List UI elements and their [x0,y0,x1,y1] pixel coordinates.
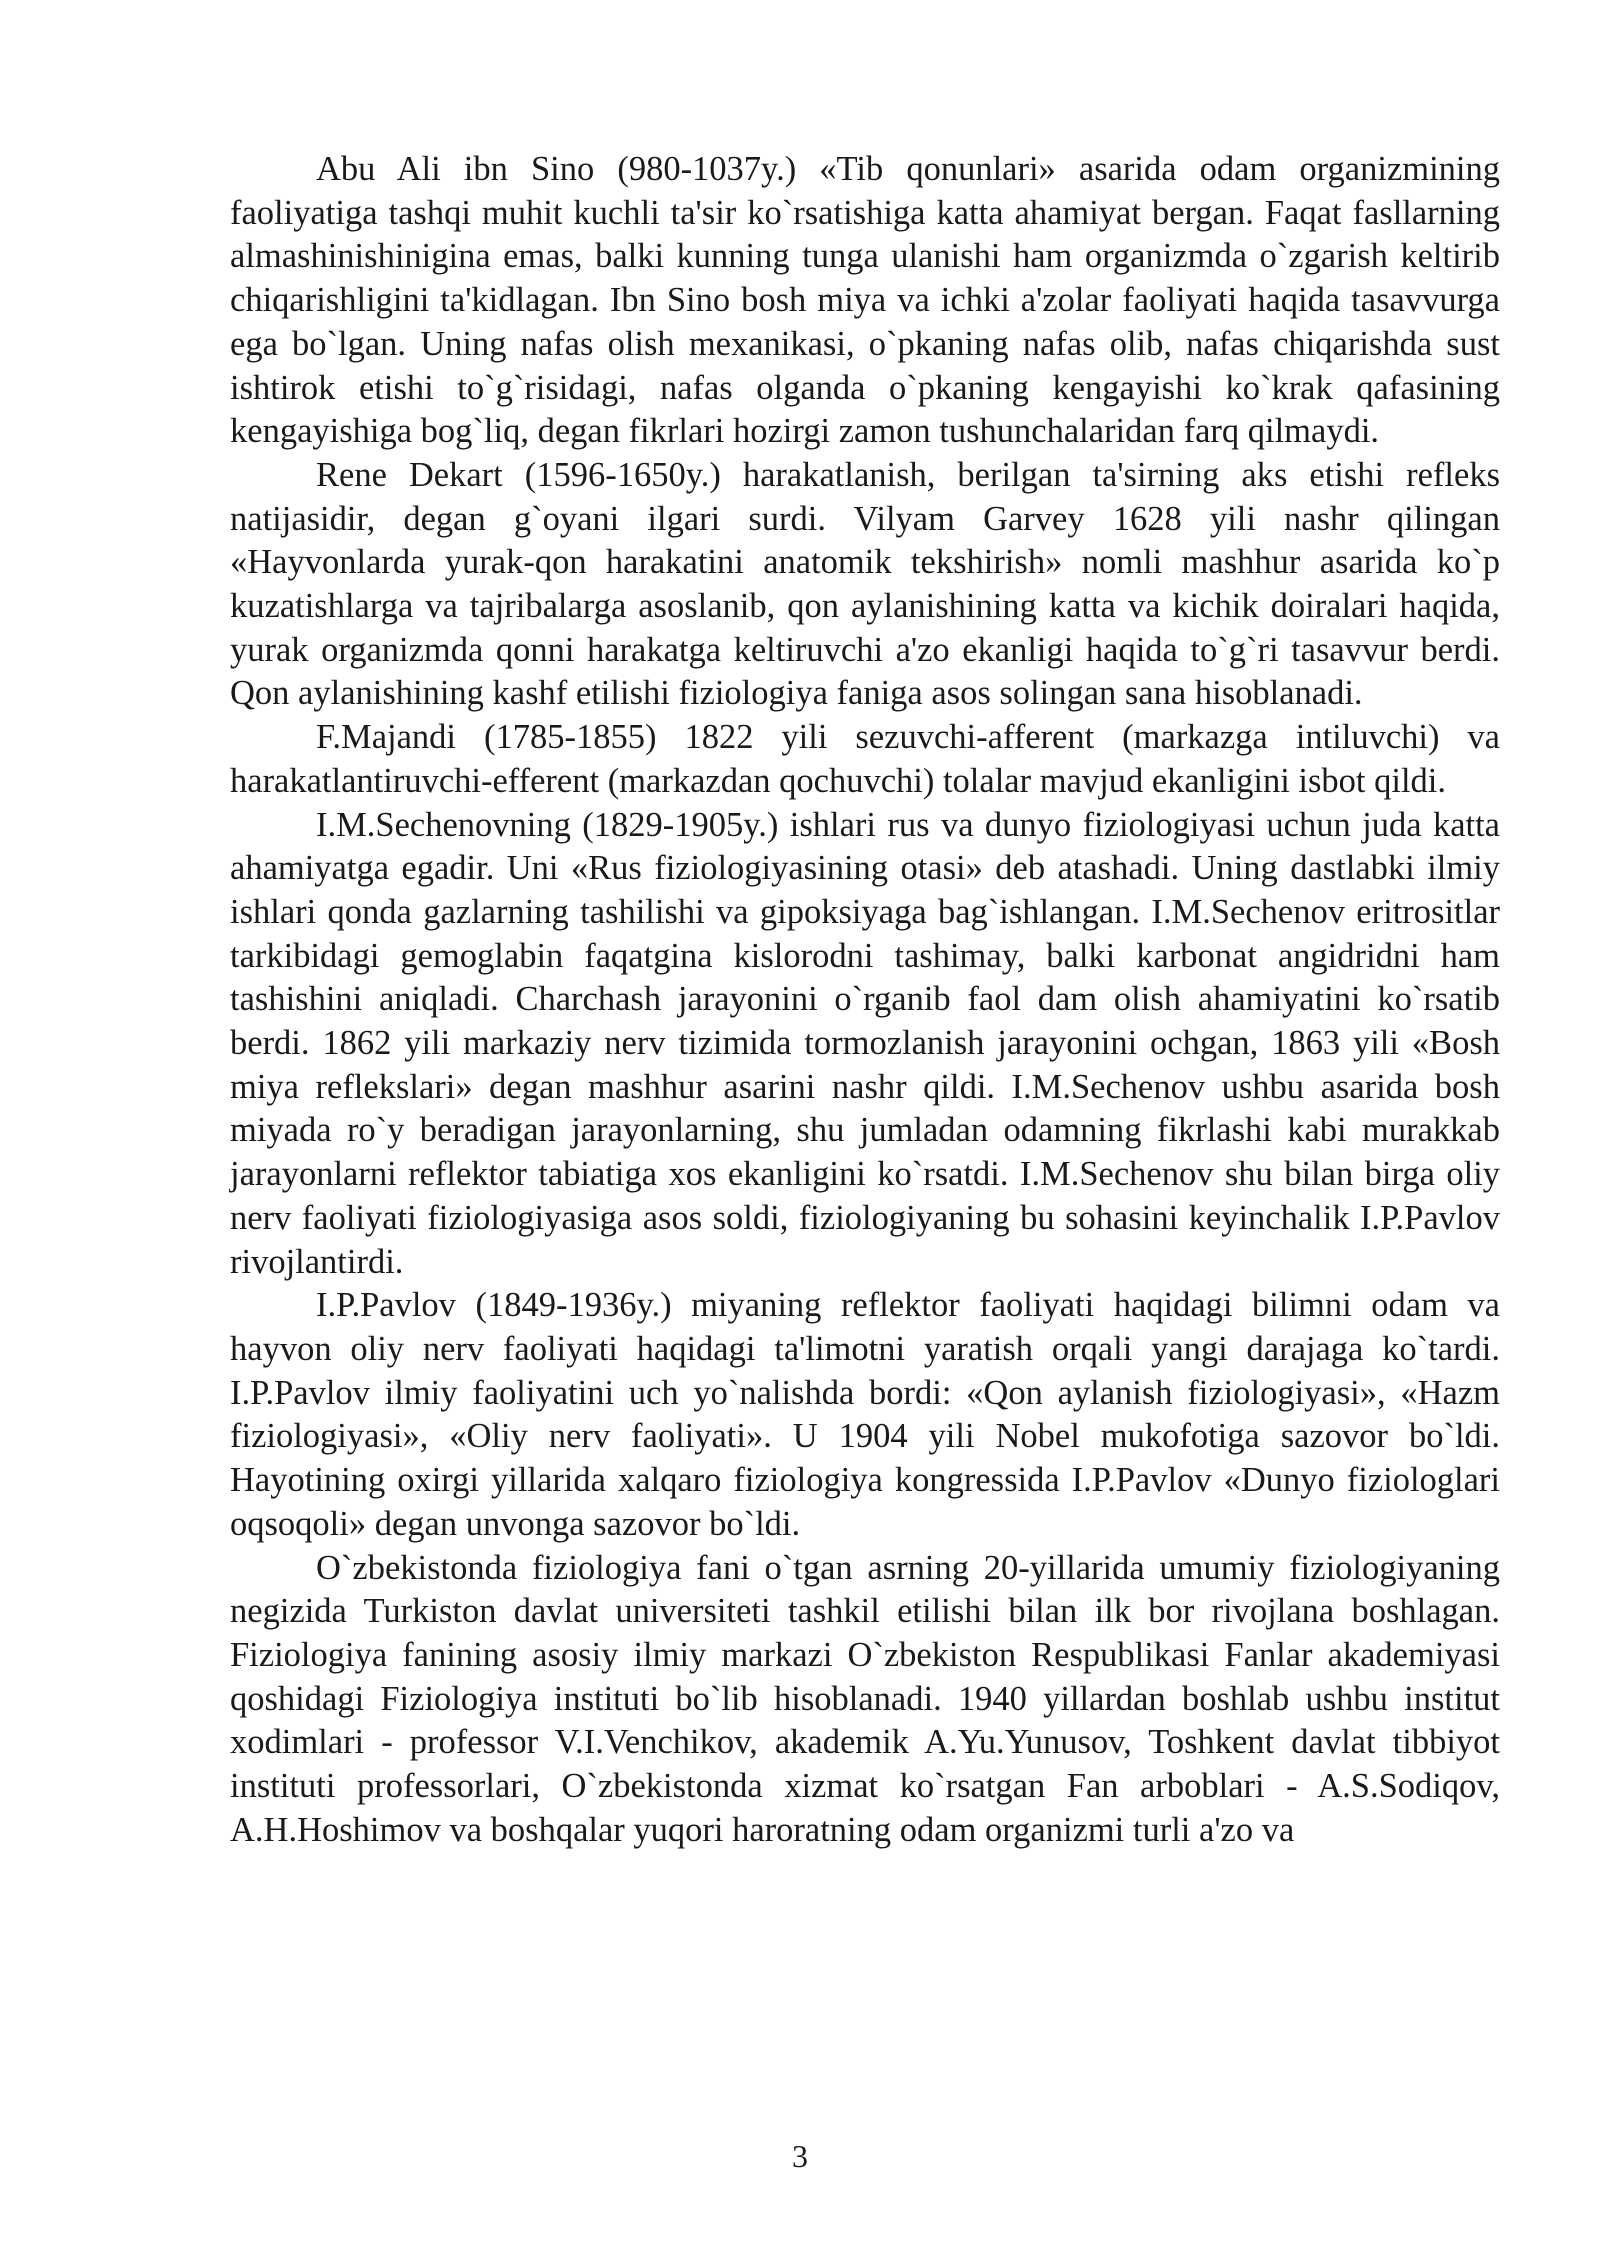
body-text [230,148,1500,1852]
paragraph-uzbekistan: O`zbekistonda fiziologiya fani o`tgan asrning 20-yillarida umumiy fiziologiyaning negizida Turkiston davlat universiteti tashkil etilishi bilan ilk bor rivojlana boshlagan. Fiziologiya fanining asosiy ilmiy markazi O`zbekiston Respublikasi Fanlar akademiyasi qoshidagi Fiziologiya instituti bo`lib hisoblanadi. 1940 yillardan boshlab ushbu institut xodimlari - professor V.I.Venchikov, akademik A.Yu.Yunusov, Toshkent davlat tibbiyot instituti professorlari, O`zbekistonda xizmat ko`rsatgan Fan arboblari - A.S.Sodiqov, A.H.Hoshimov va boshqalar yuqori haroratning odam organizmi turli a'zo va [230,1548,1500,1849]
paragraph-majandi: F.Majandi (1785-1855) 1822 yili sezuvchi-afferent (markazga intiluvchi) va harakatlantiruvchi-efferent (markazdan qochuvchi) tolalar mavjud ekanligini isbot qildi. [230,718,1500,800]
paragraph-ibn-sino: Abu Ali ibn Sino (980-1037y.) «Tib qonunlari» asarida odam organizmining faoliyatiga tashqi muhit kuchli ta'sir ko`rsatishiga katta ahamiyat bergan. Faqat fasllarning almashinishinigina emas, balki kunning tunga ulanishi ham organizmda o`zgarish keltirib chiqarishligini ta'kidlagan. Ibn Sino bosh miya va ichki a'zolar faoliyati haqida tasavvurga ega bo`lgan. Uning nafas olish mexanikasi, o`pkaning nafas olib, nafas chiqarishda sust ishtirok etishi to`g`risidagi, nafas olganda o`pkaning kengayishi ko`krak qafasining kengayishiga bog`liq, degan fikrlari hozirgi zamon tushunchalaridan farq qilmaydi. [230,150,1500,451]
paragraph-pavlov: I.P.Pavlov (1849-1936y.) miyaning reflektor faoliyati haqidagi bilimni odam va hayvon oliy nerv faoliyati haqidagi ta'limotni yaratish orqali yangi darajaga ko`tardi. I.P.Pavlov ilmiy faoliyatini uch yo`nalishda bordi: «Qon aylanish fiziologiyasi», «Hazm fiziologiyasi», «Oliy nerv faoliyati». U 1904 yili Nobel mukofotiga sazovor bo`ldi. Hayotining oxirgi yillarida xalqaro fiziologiya kongressida I.P.Pavlov «Dunyo fiziologlari oqsoqoli» degan unvonga sazovor bo`ldi. [230,1286,1500,1543]
paragraph-dekart-garvey: Rene Dekart (1596-1650y.) harakatlanish, berilgan ta'sirning aks etishi refleks natijasidir, degan g`oyani ilgari surdi. Vilyam Garvey 1628 yili nashr qilingan «Hayvonlarda yurak-qon harakatini anatomik tekshirish» nomli mashhur asarida ko`p kuzatishlarga va tajribalarga asoslanib, qon aylanishining katta va kichik doiralari haqida, yurak organizmda qonni harakatga keltiruvchi a'zo ekanligi haqida to`g`ri tasavvur berdi. Qon aylanishining kashf etilishi fiziologiya faniga asos solingan sana hisoblanadi. [230,455,1500,713]
page-number: 3 [792,2138,808,2174]
paragraph-sechenov: I.M.Sechenovning (1829-1905y.) ishlari rus va dunyo fiziologiyasi uchun juda katta ahamiyatga egadir. Uni «Rus fiziologiyasining otasi» deb atashadi. Uning dastlabki ilmiy ishlari qonda gazlarning tashilishi va gipoksiyaga bag`ishlangan. I.M.Sechenov eritrositlar tarkibidagi gemoglabin faqatgina kislorodni tashimay, balki karbonat angidridni ham tashishini aniqladi. Charchash jarayonini o`rganib faol dam olish ahamiyatini ko`rsatib berdi. 1862 yili markaziy nerv tizimida tormozlanish jarayonini ochgan, 1863 yili «Bosh miya reflekslari» degan mashhur asarini nashr qildi. I.M.Sechenov ushbu asarida bosh miyada ro`y beradigan jarayonlarning, shu jumladan odamning fikrlashi kabi murakkab jarayonlarni reflektor tabiatiga xos ekanligini ko`rsatdi. I.M.Sechenov shu bilan birga oliy nerv faoliyati fiziologiyasiga asos soldi, fiziologiyaning bu sohasini keyinchalik I.P.Pavlov rivojlantirdi. [230,805,1500,1281]
